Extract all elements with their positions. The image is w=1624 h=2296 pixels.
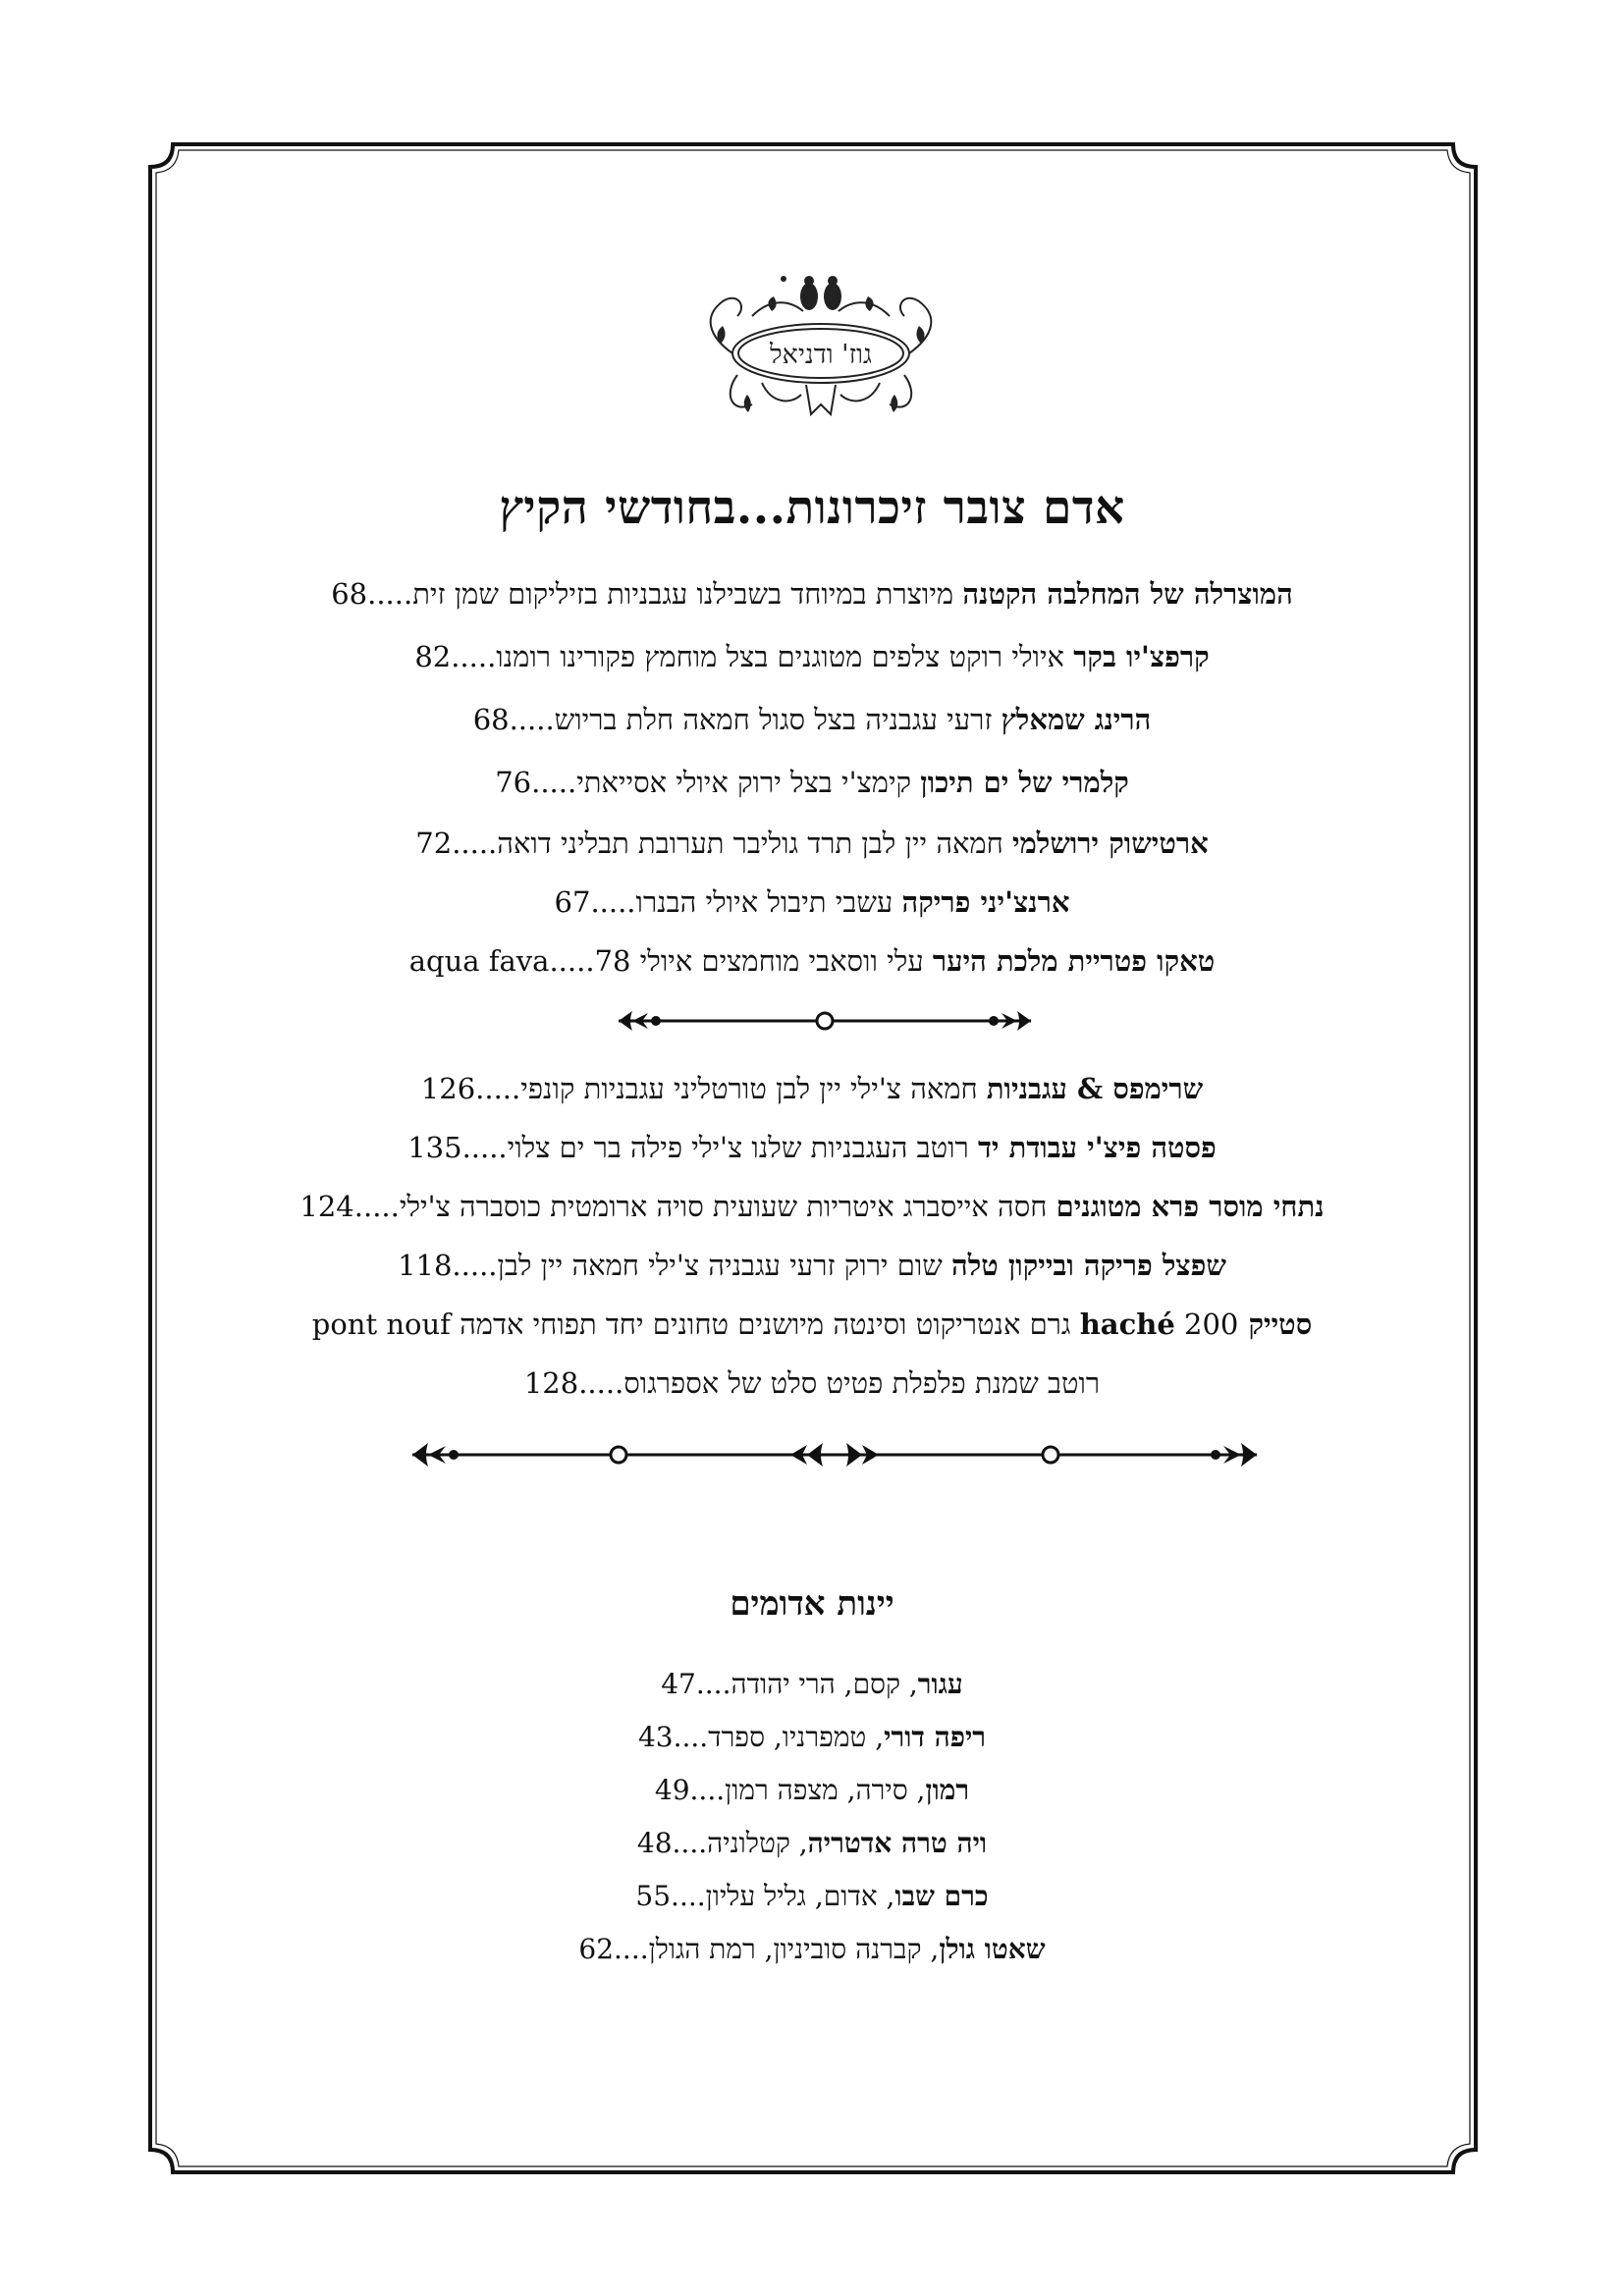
wine-item [393,1932,1231,1967]
menu-item [196,1129,1428,1166]
wine-item-name: כרם שבו [894,1880,989,1912]
menu-item [196,701,1428,738]
wine-item-desc: , קברנה סוביניון, רמת הגולן....62 [578,1933,940,1965]
wine-item-desc: , קטלוניה....48 [636,1827,808,1859]
menu-item-name: המוצרלה של המחלבה הקטנה [962,577,1293,611]
menu-item [196,764,1428,801]
wine-item-name: עגור [917,1668,963,1700]
menu-item-desc: קימצ'י בצל ירוק איולי אסייאתי.....76 [495,766,912,799]
menu-item-desc: שום ירוק זרעי עגבניה צ'ילי חמאה יין לבן.....118 [398,1249,943,1282]
menu-item-name: סטייק haché [1079,1308,1313,1341]
menu-item [196,942,1428,980]
menu-item [196,1247,1428,1284]
menu-item-desc: עשבי תיבול איולי הבנרו.....67 [554,885,893,919]
menu-item-name: קרפצ'יו בקר [1073,640,1210,673]
wine-item-name: ויה טרה אדטריה [807,1827,988,1859]
restaurant-logo [693,257,948,444]
menu-item-name: ארטישוק ירושלמי [1012,827,1209,860]
logo-text: גוז' ודניאל [770,340,872,370]
wine-item [393,1826,1231,1861]
wine-item [393,1667,1231,1702]
menu-item [196,638,1428,675]
wine-section-title: יינות אדומים [730,1584,894,1624]
wine-item [393,1879,1231,1914]
menu-item [196,1364,1428,1402]
menu-item-name: שרימפס & עגבניות [986,1072,1204,1105]
menu-item-desc: רוטב שמנת פלפלת פטיט סלט של אספרגוס.....128 [523,1366,1101,1400]
menu-item [196,1070,1428,1107]
menu-item-desc: חמאה צ'ילי יין לבן טורטליני עגבניות קונפי.....126 [420,1072,978,1105]
ornament-divider [609,1001,1041,1041]
menu-item-name: טאקו פטריית מלכת היער [932,944,1216,978]
ornament-divider [403,1433,1267,1476]
menu-item-name: הרינג שמאלץ [1001,703,1152,736]
menu-item [196,825,1428,862]
menu-item-desc: חסה אייסברג איטריות שעועית סויה ארומטית כוסברה צ'ילי.....124 [299,1190,1048,1223]
menu-item-name: שפצל פריקה ובייקון טלה [951,1249,1226,1282]
wine-item-name: שאטו גולן [939,1933,1046,1965]
menu-item-name: ארנצ'יני פריקה [901,885,1070,919]
wine-item-desc: , אדום, גליל עליון....55 [635,1880,895,1912]
menu-item-desc: איולי רוקט צלפים מטוגנים בצל מוחמץ פקורינו רומנו.....82 [414,640,1064,673]
menu-item-name: פסטה פיצ'י עבודת יד [977,1131,1217,1164]
menu-item-desc: זרעי עגבניה בצל סגול חמאה חלת בריוש.....68 [472,703,993,736]
menu-item-desc: 200 גרם אנטריקוט וסינטה מיושנים טחונים יחד תפוחי אדמה pont nouf [311,1308,1239,1341]
menu-item [196,1188,1428,1225]
menu-item [196,575,1428,613]
wine-item-desc: , קסם, הרי יהודה....47 [661,1668,918,1700]
menu-title: אדם צובר זיכרונות...בחודשי הקיץ [499,481,1125,535]
menu-item-desc: חמאה יין לבן תרד גוליבר תערובת תבליני דואה.....72 [415,827,1003,860]
menu-item [196,1306,1428,1343]
menu-item-desc: רוטב העגבניות שלנו צ'ילי פילה בר ים צלוי.....135 [407,1131,969,1164]
menu-item [196,883,1428,921]
menu-item-desc: מיוצרת במיוחד בשבילנו עגבניות בזיליקום שמן זית.....68 [331,577,954,611]
wine-item-name: רמון [925,1774,970,1806]
wine-item-desc: , טמפרניו, ספרד....43 [637,1721,885,1753]
wine-item-desc: , סירה, מצפה רמון....49 [654,1774,926,1806]
wine-item [393,1773,1231,1808]
wine-item [393,1720,1231,1755]
wine-item-name: ריפה דורי [884,1721,987,1753]
menu-item-name: נתחי מוסר פרא מטוגנים [1056,1190,1325,1223]
menu-item-name: קלמרי של ים תיכון [920,766,1129,799]
menu-item-desc: עלי ווסאבי מוחמצים איולי aqua fava.....78 [408,944,924,978]
